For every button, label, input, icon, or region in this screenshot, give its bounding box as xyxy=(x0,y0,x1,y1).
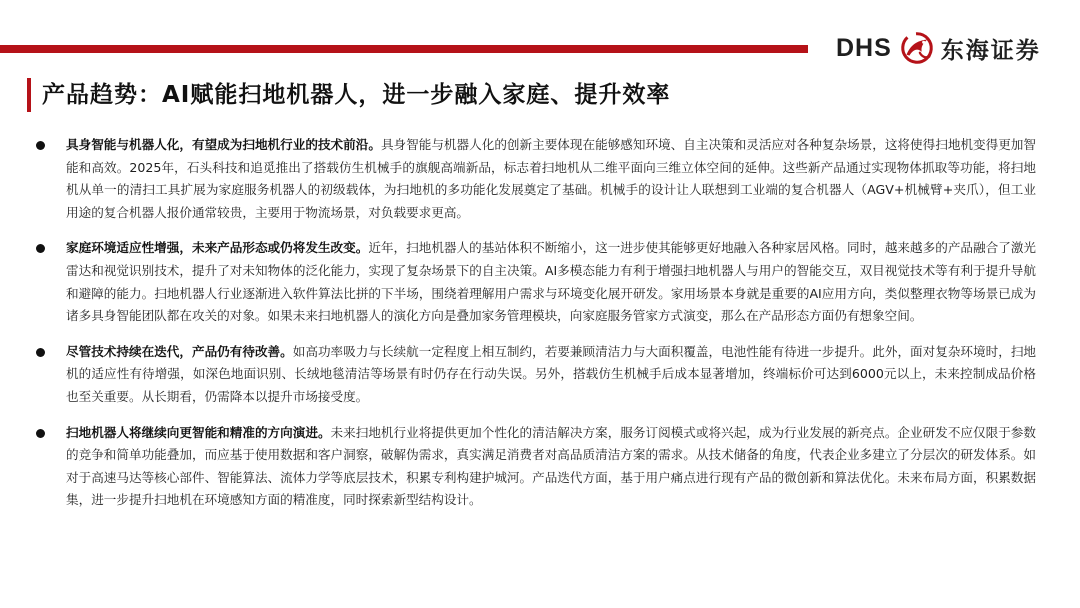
bullet-lead: 扫地机器人将继续向更智能和精准的方向演进。 xyxy=(66,424,331,440)
bullet-text: 未来扫地机行业将提供更加个性化的清洁解决方案，服务订阅模式或将兴起，成为行业发展的新亮点。企业研发不应仅限于参数的竞争和简单功能叠加，而应基于使用数据和客户洞察，破解伪需求，真实满足消费者对高品质清洁方案的需求。从技术储备的角度，代表企业多建立了分层次的研发体系。如对于高速马达等核心部件、智能算法、流体力学等底层技术，积累专利构建护城河。产品迭代方面，基于用户痛点进行现有产品的微创新和算法优化。未来布局方面，积累数据集，进一步提升扫地机在环境感知方面的精准度，同时探索新型结构设计。 xyxy=(66,424,1037,508)
logo-text: DHS xyxy=(836,33,892,62)
bullet-paragraph xyxy=(66,341,1036,409)
bullet-text: 具身智能与机器人化的创新主要体现在能够感知环境、自主决策和灵活应对各种复杂场景，这将使得扫地机变得更加智能和高效。2025年，石头科技和追觅推出了搭载仿生机械手的旗舰高端新品，标志着扫地机从二维平面向三维立体空间的延伸。这些新产品通过实现物体抓取等功能，将扫地机从单一的清扫工具扩展为家庭服务机器人的初级载体，为扫地机的多功能化发展奠定了基础。机械手的设计让人联想到工业端的复合机器人（AGV+机械臂+夹爪），但工业用途的复合机器人报价通常较贵，主要用于物流场景，对负载要求更高。 xyxy=(66,137,1037,220)
company-logo xyxy=(836,26,1041,70)
bullet-dot-icon xyxy=(36,348,45,357)
bullet-dot-icon xyxy=(36,141,45,150)
bullet-lead: 尽管技术持续在迭代，产品仍有待改善。 xyxy=(66,343,293,359)
bullet-lead: 具身智能与机器人化，有望成为扫地机行业的技术前沿。 xyxy=(66,137,381,152)
page-title: 产品趋势：AI赋能扫地机器人，进一步融入家庭、提升效率 xyxy=(42,82,671,108)
bullet-paragraph xyxy=(66,237,1036,327)
bullet-item xyxy=(36,422,1036,512)
bullet-item xyxy=(36,134,1036,224)
bullet-item xyxy=(36,237,1036,327)
title-accent-bar xyxy=(27,78,31,112)
bullet-paragraph xyxy=(66,422,1036,512)
bullet-item xyxy=(36,341,1036,409)
bullet-dot-icon xyxy=(36,429,45,438)
dragon-emblem-icon xyxy=(898,29,936,67)
logo-company-name: 东海证券 xyxy=(940,37,1041,64)
bullet-lead: 家庭环境适应性增强，未来产品形态或仍将发生改变。 xyxy=(66,240,369,256)
bullet-text: 近年，扫地机器人的基站体积不断缩小，这一进步使其能够更好地融入各种家居风格。同时，越来越多的产品融合了激光雷达和视觉识别技术，提升了对未知物体的泛化能力，实现了复杂场景下的自主决策。AI多模态能力有利于增强扫地机器人与用户的智能交互，双目视觉技术等有利于提升导航和避障的能力。扫地机器人行业逐渐进入软件算法比拼的下半场，围绕着理解用户需求与环境变化展开研发。家用场景本身就是重要的AI应用方向，类似整理衣物等场景已成为诸多具身智能团队都在攻关的对象。如果未来扫地机器人的演化方向是叠加家务管理模块，向家庭服务管家方式演变，那么在产品形态方面仍有想象空间。 xyxy=(66,240,1037,324)
header-rule xyxy=(0,45,808,53)
bullet-text: 如高功率吸力与长续航一定程度上相互制约，若要兼顾清洁力与大面积覆盖，电池性能有待进一步提升。此外，面对复杂环境时，扫地机的适应性有待增强，如深色地面识别、长绒地毯清洁等场景有时仍存在行动失误。另外，搭载仿生机械手后成本显著增加，终端标价可达到6000元以上，未来控制成品价格也至关重要。从长期看，仍需降本以提升市场接受度。 xyxy=(66,343,1037,404)
bullet-list xyxy=(36,134,1036,525)
bullet-dot-icon xyxy=(36,244,45,253)
bullet-paragraph xyxy=(66,134,1036,224)
